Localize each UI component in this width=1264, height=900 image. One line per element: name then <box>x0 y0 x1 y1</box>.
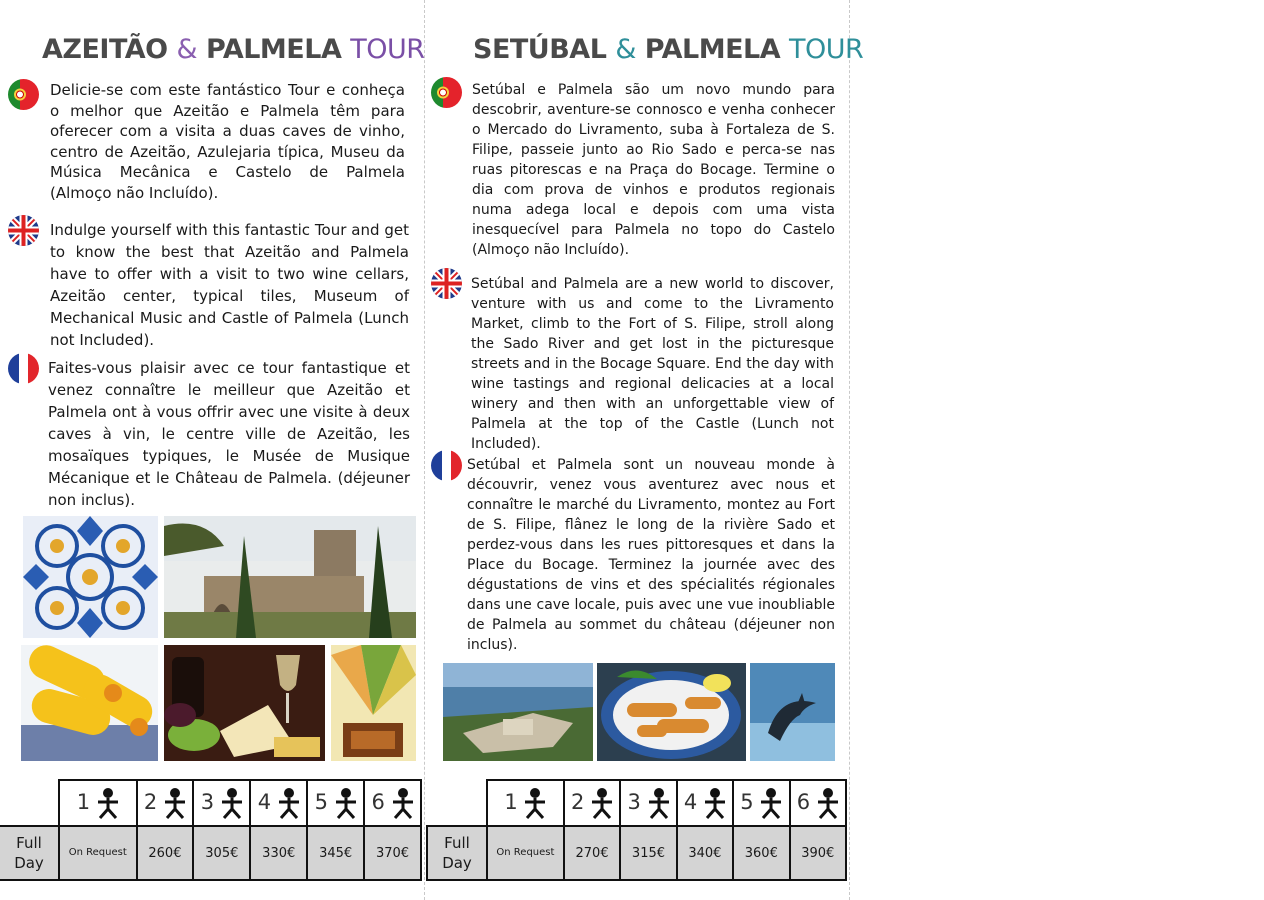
price-cell: 270€ <box>564 826 620 880</box>
price-cell: 340€ <box>677 826 733 880</box>
price-table <box>426 779 847 881</box>
tour-title <box>42 34 425 65</box>
people-count: 5 <box>740 790 754 814</box>
people-3-header <box>620 780 676 826</box>
price-cell: 390€ <box>790 826 846 880</box>
people-4-header <box>677 780 733 826</box>
fried-cuttlefish-photo <box>597 663 746 761</box>
title-place-2: PALMELA <box>644 34 781 65</box>
people-6-header <box>364 780 421 826</box>
person-icon <box>164 787 186 819</box>
people-count: 1 <box>504 790 518 814</box>
person-icon <box>392 787 414 819</box>
uk-flag-icon <box>8 215 39 246</box>
portugal-flag-icon <box>8 79 39 110</box>
column-divider <box>849 0 850 900</box>
people-1-header <box>487 780 564 826</box>
palmela-castle-photo <box>164 516 416 638</box>
people-count: 3 <box>200 790 215 814</box>
wine-and-cheese-photo <box>164 645 325 761</box>
description-pt: Delicie-se com este fantástico Tour e conheça o melhor que Azeitão e Palmela têm para oferecer com a visita a duas caves de vinho, centro de Azeitão, Azulejaria típica, Museu da Música Mecânica e Castelo de Palmela (Almoço não Incluído). <box>50 81 405 202</box>
people-count: 3 <box>627 790 641 814</box>
france-flag-icon <box>8 353 39 384</box>
person-icon <box>524 787 546 819</box>
price-cell: 370€ <box>364 826 421 880</box>
people-count: 2 <box>143 790 158 814</box>
person-icon <box>221 787 243 819</box>
people-1-header <box>59 780 137 826</box>
mechanical-music-photo <box>331 645 416 761</box>
people-6-header <box>790 780 846 826</box>
people-5-header <box>733 780 789 826</box>
title-place-1: AZEITÃO <box>42 34 168 65</box>
title-tour-word: TOUR <box>789 34 864 65</box>
person-icon <box>817 787 839 819</box>
price-cell: On Request <box>487 826 564 880</box>
description-fr: Faites-vous plaisir avec ce tour fantastique et venez connaître le meilleur que Azeitão et Palmela ont à vous offrir avec une visite à deux caves à vin, le centre ville de Azeitão, les mosaïques typiques, le Musée de Musique Mécanique et le Château de Palmela. (déjeuner non inclus). <box>48 359 410 509</box>
description-fr: Setúbal et Palmela sont un nouveau monde à découvrir, venez vous aventurez avec nous et connaître le marché du Livramento, montez au Fort de S. Filipe, flânez le long de la rivière Sado et perdez-vous dans les rues pittoresques et dans la Place du Bocage. Terminez la journée avec des dégustations de vins et des spécialités régionales dans une cave locale, puis avec une vue inoubliable de Palmela au sommet du château (déjeuner non inclus). <box>467 457 835 653</box>
people-count: 4 <box>257 790 272 814</box>
full-day-label: Full Day <box>427 826 487 880</box>
people-4-header <box>250 780 307 826</box>
tour-title <box>473 34 863 65</box>
people-count: 2 <box>571 790 585 814</box>
people-count: 6 <box>796 790 811 814</box>
price-table <box>0 779 422 881</box>
portugal-flag-icon <box>431 77 462 108</box>
title-ampersand: & <box>176 34 198 65</box>
description-en: Setúbal and Palmela are a new world to discover, venture with us and come to the Livramento Market, climb to the Fort of S. Filipe, stroll along the Sado River and get lost in the picturesque streets and in the Bocage Square. End the day with wine tastings and regional delicacies at a local winery and then with an unforgettable view of Palmela at the top of the Castle (Lunch not Included). <box>471 276 834 452</box>
tour-panel-setubal <box>425 0 864 900</box>
person-icon <box>278 787 300 819</box>
person-icon <box>97 787 119 819</box>
price-cell: 305€ <box>193 826 250 880</box>
people-5-header <box>307 780 364 826</box>
people-2-header <box>137 780 194 826</box>
title-tour-word: TOUR <box>350 34 425 65</box>
france-flag-icon <box>431 450 462 481</box>
title-place-1: SETÚBAL <box>473 34 607 65</box>
price-cell: 345€ <box>307 826 364 880</box>
people-count: 6 <box>371 790 385 814</box>
uk-flag-icon <box>431 268 462 299</box>
person-icon <box>648 787 670 819</box>
description-pt: Setúbal e Palmela são um novo mundo para descobrir, aventure-se connosco e venha conhecer o Mercado do Livramento, suba à Fortaleza de S. Filipe, passeie junto ao Rio Sado e perca-se nas ruas pitorescas e na Praça do Bocage. Termine o dia com prova de vinhos e produtos regionais numa adega local e depois com uma vista inesquecível para Palmela no topo do Castelo (Almoço não Incluído). <box>472 82 835 258</box>
table-corner <box>427 780 487 826</box>
people-2-header <box>564 780 620 826</box>
azulejo-tiles-photo <box>23 516 158 638</box>
person-icon <box>704 787 726 819</box>
people-count: 4 <box>683 790 698 814</box>
price-cell: 360€ <box>733 826 789 880</box>
price-cell: 315€ <box>620 826 676 880</box>
title-ampersand: & <box>615 34 636 65</box>
full-day-label: Full Day <box>0 826 59 880</box>
people-count: 1 <box>76 790 91 814</box>
tour-panel-azeitao <box>0 0 424 900</box>
title-place-2: PALMELA <box>206 34 342 65</box>
person-icon <box>335 787 357 819</box>
price-cell: On Request <box>59 826 137 880</box>
sweet-pastry-photo <box>21 645 158 761</box>
person-icon <box>760 787 782 819</box>
sao-filipe-fort-photo <box>443 663 593 761</box>
people-3-header <box>193 780 250 826</box>
price-cell: 260€ <box>137 826 194 880</box>
people-count: 5 <box>314 790 328 814</box>
person-icon <box>591 787 613 819</box>
description-en: Indulge yourself with this fantastic Tour and get to know the best that Azeitão and Palmela have to offer with a visit to two wine cellars, Azeitão center, typical tiles, Museum of Mechanical Music and Castle of Palmela (Lunch not Included). <box>50 221 409 349</box>
dolphin-photo <box>750 663 835 761</box>
table-corner <box>0 780 59 826</box>
price-cell: 330€ <box>250 826 307 880</box>
